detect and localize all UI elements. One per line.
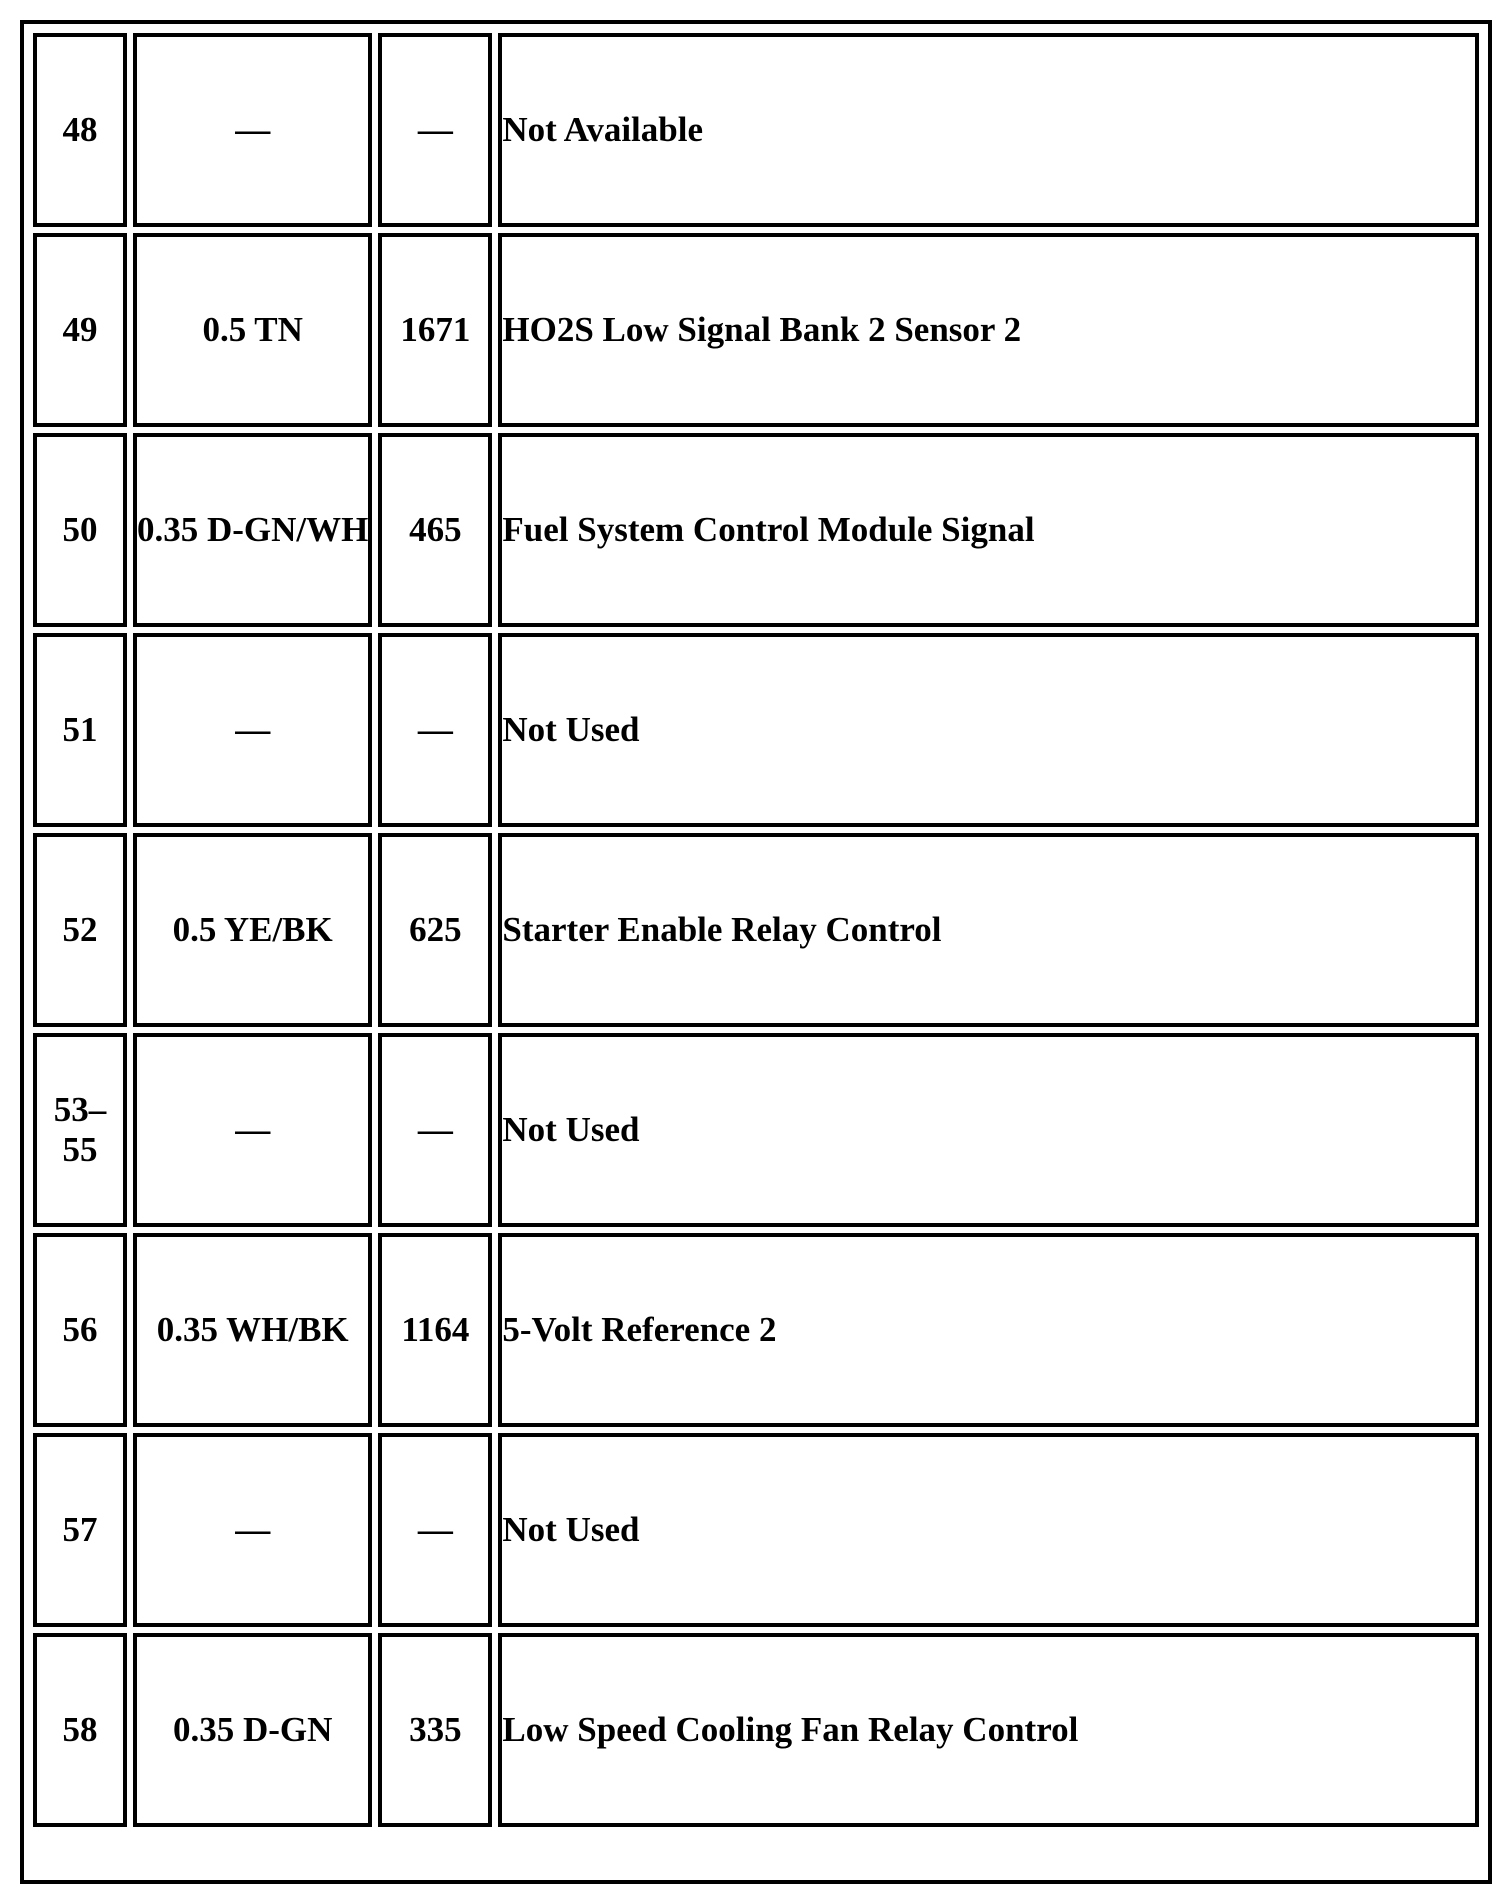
wire-color-cell: — bbox=[133, 1433, 372, 1627]
function-cell: 5-Volt Reference 2 bbox=[498, 1233, 1479, 1427]
wire-color-cell: — bbox=[133, 1033, 372, 1227]
circuit-number-cell: 625 bbox=[378, 833, 492, 1027]
table-row bbox=[33, 833, 1479, 1027]
wire-color-cell: 0.35 D-GN/WH bbox=[133, 433, 372, 627]
function-cell: Not Available bbox=[498, 33, 1479, 227]
connector-pinout-table bbox=[27, 27, 1485, 1833]
circuit-number-cell: — bbox=[378, 633, 492, 827]
pin-cell: 52 bbox=[33, 833, 127, 1027]
function-cell: Not Used bbox=[498, 1033, 1479, 1227]
circuit-number-cell: — bbox=[378, 33, 492, 227]
wire-color-cell: 0.35 WH/BK bbox=[133, 1233, 372, 1427]
circuit-number-cell: 335 bbox=[378, 1633, 492, 1827]
table-row bbox=[33, 33, 1479, 227]
pin-cell: 51 bbox=[33, 633, 127, 827]
table-row bbox=[33, 433, 1479, 627]
table-row bbox=[33, 1633, 1479, 1827]
circuit-number-cell: 465 bbox=[378, 433, 492, 627]
connector-pinout-table-frame bbox=[20, 20, 1492, 1884]
pin-cell: 58 bbox=[33, 1633, 127, 1827]
circuit-number-cell: — bbox=[378, 1433, 492, 1627]
pin-cell: 48 bbox=[33, 33, 127, 227]
circuit-number-cell: 1164 bbox=[378, 1233, 492, 1427]
function-cell: Not Used bbox=[498, 1433, 1479, 1627]
pin-cell: 50 bbox=[33, 433, 127, 627]
table-row bbox=[33, 633, 1479, 827]
function-cell: Low Speed Cooling Fan Relay Control bbox=[498, 1633, 1479, 1827]
wire-color-cell: 0.5 YE/BK bbox=[133, 833, 372, 1027]
function-cell: HO2S Low Signal Bank 2 Sensor 2 bbox=[498, 233, 1479, 427]
circuit-number-cell: 1671 bbox=[378, 233, 492, 427]
circuit-number-cell: — bbox=[378, 1033, 492, 1227]
table-row bbox=[33, 1433, 1479, 1627]
pin-cell: 57 bbox=[33, 1433, 127, 1627]
wire-color-cell: 0.35 D-GN bbox=[133, 1633, 372, 1827]
table-row bbox=[33, 1033, 1479, 1227]
function-cell: Starter Enable Relay Control bbox=[498, 833, 1479, 1027]
table-row bbox=[33, 233, 1479, 427]
function-cell: Not Used bbox=[498, 633, 1479, 827]
pin-cell: 49 bbox=[33, 233, 127, 427]
pin-cell: 53–55 bbox=[33, 1033, 127, 1227]
pin-cell: 56 bbox=[33, 1233, 127, 1427]
wire-color-cell: — bbox=[133, 633, 372, 827]
wire-color-cell: 0.5 TN bbox=[133, 233, 372, 427]
wire-color-cell: — bbox=[133, 33, 372, 227]
table-row bbox=[33, 1233, 1479, 1427]
function-cell: Fuel System Control Module Signal bbox=[498, 433, 1479, 627]
